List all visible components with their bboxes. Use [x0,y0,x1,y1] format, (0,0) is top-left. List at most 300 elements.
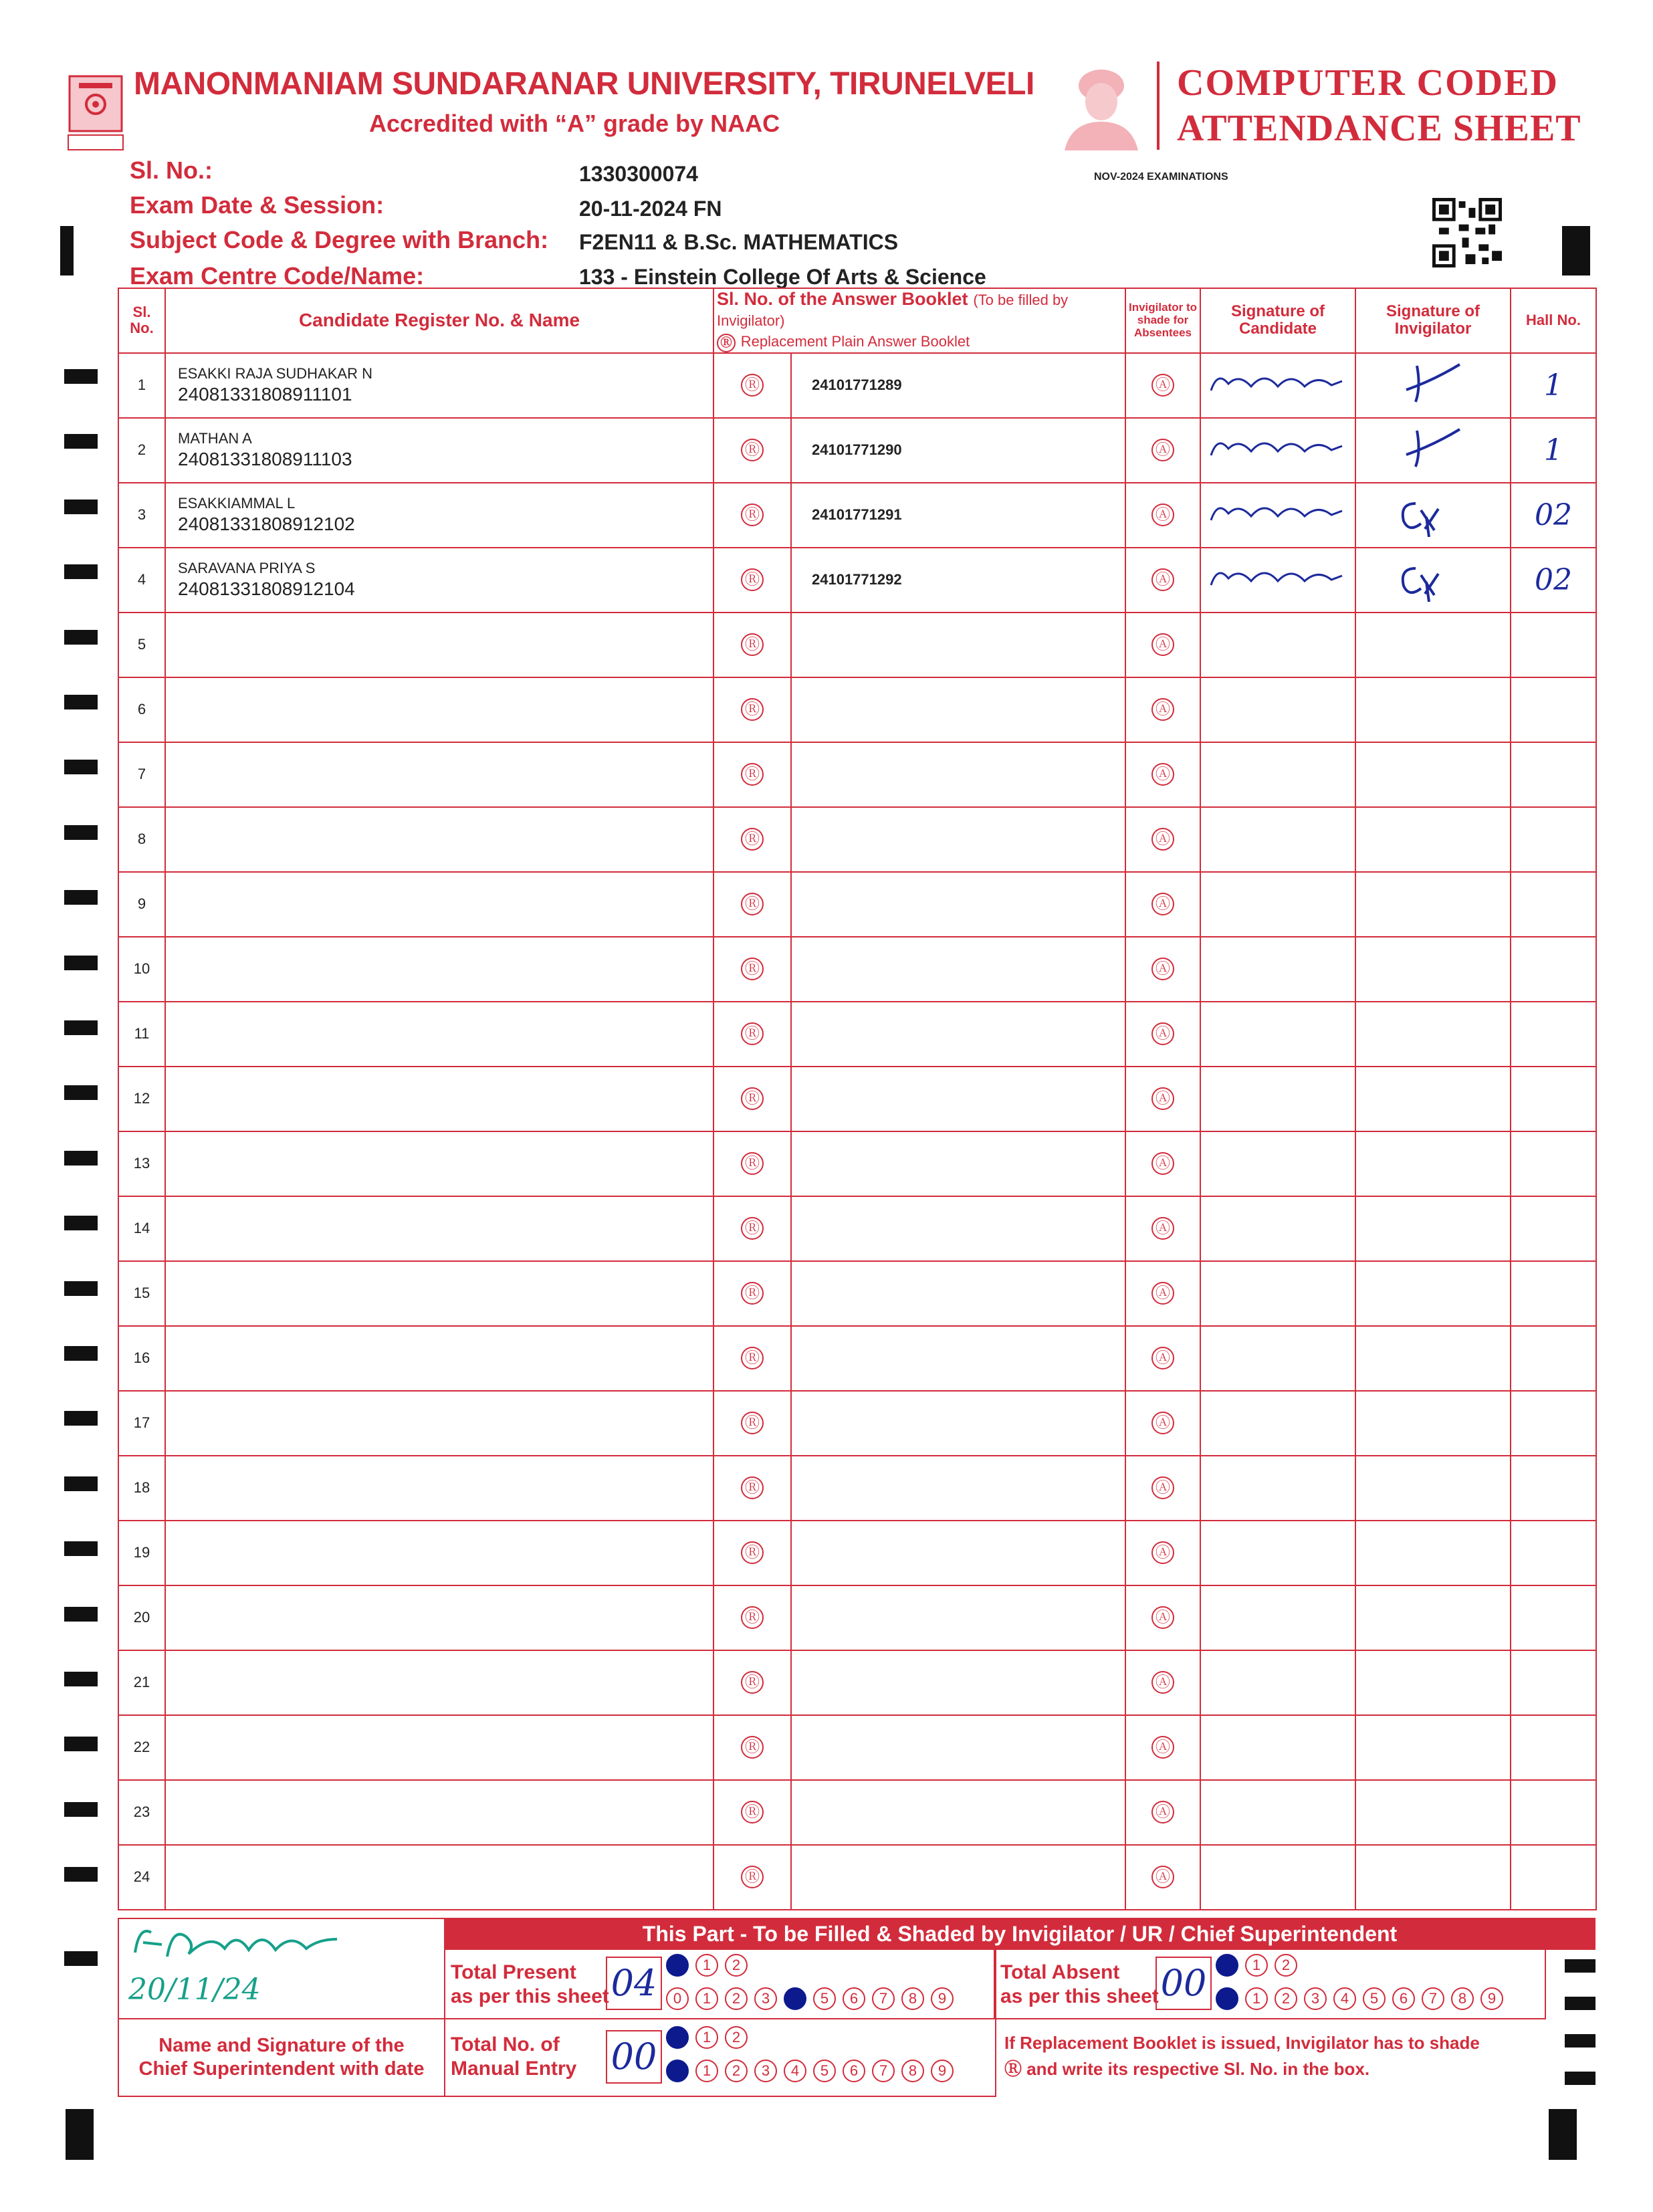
candidate-signature-cell [1200,1650,1355,1715]
hall-no[interactable] [1511,1067,1596,1131]
hall-no[interactable] [1511,1456,1596,1521]
replacement-cell[interactable] [713,1391,791,1456]
hall-no[interactable] [1511,807,1596,872]
table-row [118,677,1596,742]
absentee-cell[interactable] [1125,1715,1200,1780]
chief-signature-box [118,1918,444,2019]
hall-no[interactable] [1511,1391,1596,1456]
booklet-no[interactable]: 24101771291 [791,483,1125,548]
absentee-bubble[interactable]: Ⓐ [1151,1412,1174,1434]
digit-bubble: 6 [1392,1987,1415,2010]
row-sl-no: 7 [118,742,165,807]
booklet-no[interactable] [791,1780,1125,1845]
founder-portrait [1058,60,1145,150]
absentee-bubble[interactable]: Ⓐ [1151,698,1174,721]
replacement-bubble[interactable]: Ⓡ [741,1801,764,1823]
replacement-bubble[interactable]: Ⓡ [741,1152,764,1175]
chief-date: 20/11/24 [128,1973,261,2007]
digit-bubble: 1 [1245,1987,1268,2010]
table-row [118,1067,1596,1131]
replacement-bubble[interactable]: Ⓡ [741,698,764,721]
sheet-title-line2: ATTENDANCE SHEET [1177,108,1581,149]
hall-no[interactable] [1511,1845,1596,1910]
digit-bubble: 5 [1363,1987,1386,2010]
replacement-bubble[interactable]: Ⓡ [741,763,764,786]
present-tens-bubbles [666,1954,754,1977]
invigilator-signature-cell [1355,353,1511,418]
hall-no[interactable] [1511,677,1596,742]
absentee-bubble[interactable]: Ⓐ [1151,1476,1174,1499]
absentee-cell[interactable] [1125,807,1200,872]
table-row [118,1521,1596,1585]
absentee-bubble[interactable]: Ⓐ [1151,374,1174,397]
absentee-cell[interactable] [1125,1456,1200,1521]
row-sl-no: 22 [118,1715,165,1780]
candidate-signature-cell [1200,1002,1355,1067]
absentee-cell[interactable] [1125,872,1200,937]
exam-session: NOV-2024 EXAMINATIONS [1094,171,1228,183]
digit-bubble: 2 [725,2026,748,2049]
digit-bubble: 4 [784,2060,806,2082]
booklet-no[interactable]: 24101771290 [791,418,1125,483]
replacement-cell[interactable] [713,1326,791,1391]
timing-mark [64,956,98,970]
replacement-bubble[interactable]: Ⓡ [741,1866,764,1888]
timing-mark [64,825,98,840]
absentee-bubble[interactable]: Ⓐ [1151,1087,1174,1110]
table-row [118,1326,1596,1391]
hall-no[interactable] [1511,1261,1596,1326]
candidate-signature-cell [1200,1131,1355,1196]
hall-no[interactable] [1511,1780,1596,1845]
replacement-cell[interactable] [713,677,791,742]
booklet-no[interactable] [791,872,1125,937]
col-hall: Hall No. [1511,288,1596,353]
replacement-bubble[interactable]: Ⓡ [741,1671,764,1694]
timing-mark [64,564,98,579]
digit-bubble: 4 [1333,1987,1356,2010]
candidate-name: ESAKKI RAJA SUDHAKAR N [178,365,372,382]
timing-mark [64,1151,98,1166]
hall-no[interactable] [1511,1650,1596,1715]
booklet-no[interactable] [791,1067,1125,1131]
absentee-bubble[interactable]: Ⓐ [1151,1671,1174,1694]
candidate-cell [165,742,713,807]
university-logo [66,74,126,154]
absentee-bubble[interactable]: Ⓐ [1151,1606,1174,1629]
manual-tens-bubbles [666,2026,754,2049]
candidate-cell [165,1456,713,1521]
replacement-bubble[interactable]: Ⓡ [741,633,764,656]
digit-bubble: 9 [1480,1987,1503,2010]
invigilator-signature-cell [1355,1196,1511,1261]
absentee-bubble[interactable]: Ⓐ [1151,1866,1174,1888]
candidate-signature-cell [1200,872,1355,937]
candidate-signature-cell [1200,1780,1355,1845]
candidate-name: ESAKKIAMMAL L [178,495,296,512]
candidate-cell [165,1002,713,1067]
timing-mark [66,2109,94,2160]
row-sl-no: 17 [118,1391,165,1456]
absentee-bubble[interactable]: Ⓐ [1151,1736,1174,1759]
absentee-bubble[interactable]: Ⓐ [1151,439,1174,461]
booklet-no[interactable] [791,937,1125,1002]
replacement-cell[interactable] [713,872,791,937]
hall-no[interactable]: 02 [1511,483,1596,548]
absentee-bubble[interactable]: Ⓐ [1151,1347,1174,1369]
invigilator-signature-cell [1355,418,1511,483]
hall-no[interactable] [1511,937,1596,1002]
replacement-note: If Replacement Booklet is issued, Invigilator has to shade Ⓡ and write its respective Sl. No. in the box. [1004,2033,1480,2079]
invigilator-signature-cell [1355,677,1511,742]
digit-bubble: 4 [784,1987,806,2010]
absentee-bubble[interactable]: Ⓐ [1151,1022,1174,1045]
chief-label: Name and Signature of the Chief Superintendent with date [138,2035,425,2080]
booklet-note: (To be filled by Invigilator) [717,292,1069,329]
hall-no[interactable] [1511,742,1596,807]
timing-mark [64,760,98,774]
total-absent-label: Total Absent as per this sheet [1000,1961,1159,2007]
invigilator-signature-cell [1355,613,1511,677]
absentee-bubble[interactable]: Ⓐ [1151,958,1174,980]
candidate-cell [165,1585,713,1650]
absentee-bubble[interactable]: Ⓐ [1151,1541,1174,1564]
absentee-bubble[interactable]: Ⓐ [1151,1282,1174,1305]
row-sl-no: 10 [118,937,165,1002]
absentee-cell[interactable] [1125,483,1200,548]
absentee-cell[interactable] [1125,1780,1200,1845]
absentee-bubble[interactable]: Ⓐ [1151,763,1174,786]
absentee-bubble[interactable]: Ⓐ [1151,568,1174,591]
absentee-bubble[interactable]: Ⓐ [1151,1217,1174,1240]
absentee-bubble[interactable]: Ⓐ [1151,504,1174,526]
replacement-bubble[interactable]: Ⓡ [741,1282,764,1305]
digit-bubble: 3 [754,1987,777,2010]
row-sl-no: 11 [118,1002,165,1067]
replacement-cell[interactable] [713,1845,791,1910]
booklet-no[interactable] [791,1585,1125,1650]
booklet-no[interactable]: 24101771289 [791,353,1125,418]
replacement-cell[interactable] [713,483,791,548]
candidate-signature [1204,558,1351,598]
absentee-cell[interactable] [1125,1067,1200,1131]
replacement-cell[interactable] [713,1521,791,1585]
chief-label-box [118,2018,445,2097]
hall-no[interactable] [1511,1715,1596,1780]
manual-entry-box [444,2018,996,2097]
booklet-no[interactable] [791,1391,1125,1456]
sheet-title-line1: COMPUTER CODED [1177,62,1559,104]
hall-no[interactable] [1511,872,1596,937]
candidate-cell [165,1326,713,1391]
booklet-no[interactable] [791,1131,1125,1196]
hall-no[interactable] [1511,1196,1596,1261]
candidate-cell [165,1131,713,1196]
digit-bubble: 2 [1275,1954,1297,1977]
invigilator-signature-cell [1355,1585,1511,1650]
candidate-cell [165,937,713,1002]
replacement-cell[interactable] [713,1650,791,1715]
replacement-cell[interactable] [713,807,791,872]
replacement-cell[interactable] [713,418,791,483]
timing-mark [64,1346,98,1361]
absentee-cell[interactable] [1125,548,1200,613]
timing-mark [64,1281,98,1296]
digit-bubble: 1 [695,2060,718,2082]
table-row [118,418,1596,483]
candidate-signature-cell [1200,1845,1355,1910]
absentee-bubble[interactable]: Ⓐ [1151,1801,1174,1823]
replacement-cell[interactable] [713,1780,791,1845]
candidate-signature [1204,493,1351,534]
row-sl-no: 1 [118,353,165,418]
candidate-cell [165,418,713,483]
hall-no[interactable]: 1 [1511,418,1596,483]
booklet-no[interactable] [791,1196,1125,1261]
qr-code [1432,198,1502,267]
hall-no[interactable] [1511,613,1596,677]
booklet-no[interactable] [791,1261,1125,1326]
invigilator-signature-cell [1355,483,1511,548]
row-sl-no: 6 [118,677,165,742]
candidate-cell [165,1196,713,1261]
timing-mark [64,1737,98,1751]
absentee-cell[interactable] [1125,1521,1200,1585]
digit-bubble: 7 [872,1987,895,2010]
replacement-cell[interactable] [713,1261,791,1326]
hall-no[interactable] [1511,1585,1596,1650]
candidate-signature [1204,429,1351,469]
digit-bubble: 0 [666,2060,689,2082]
booklet-no[interactable] [791,613,1125,677]
absentee-cell[interactable] [1125,1585,1200,1650]
hall-no[interactable]: 02 [1511,548,1596,613]
booklet-no[interactable] [791,1845,1125,1910]
candidate-cell [165,1780,713,1845]
chief-signature [124,1919,352,1973]
replacement-cell[interactable] [713,1131,791,1196]
booklet-no[interactable] [791,677,1125,742]
table-row [118,548,1596,613]
candidate-cell [165,872,713,937]
replacement-cell[interactable] [713,1585,791,1650]
booklet-no[interactable] [791,807,1125,872]
digit-bubble: 5 [813,2060,836,2082]
booklet-no[interactable] [791,1521,1125,1585]
hall-no[interactable]: 1 [1511,353,1596,418]
absentee-cell[interactable] [1125,937,1200,1002]
title-divider [1157,62,1160,150]
timing-mark [64,695,98,709]
booklet-no[interactable] [791,1456,1125,1521]
candidate-cell [165,548,713,613]
candidate-cell [165,353,713,418]
replacement-cell[interactable] [713,742,791,807]
row-sl-no: 24 [118,1845,165,1910]
table-row [118,1002,1596,1067]
absentee-cell[interactable] [1125,1002,1200,1067]
table-row [118,1845,1596,1910]
replacement-cell[interactable] [713,1456,791,1521]
replacement-bubble[interactable]: Ⓡ [741,1022,764,1045]
timing-mark [64,630,98,645]
replacement-bubble[interactable]: Ⓡ [741,374,764,397]
replacement-bubble[interactable]: Ⓡ [741,1476,764,1499]
absentee-cell[interactable] [1125,1326,1200,1391]
timing-mark [64,1541,98,1556]
replacement-cell[interactable] [713,1715,791,1780]
digit-bubble: 2 [725,1954,748,1977]
booklet-no[interactable] [791,1326,1125,1391]
replacement-cell[interactable] [713,937,791,1002]
absentee-cell[interactable] [1125,1650,1200,1715]
table-row [118,742,1596,807]
absentee-cell[interactable] [1125,1261,1200,1326]
absentee-bubble[interactable]: Ⓐ [1151,828,1174,851]
invigilator-signature [1359,360,1507,407]
absentee-cell[interactable] [1125,613,1200,677]
digit-bubble: 9 [931,1987,954,2010]
table-row [118,1131,1596,1196]
candidate-cell [165,1715,713,1780]
absent-units-bubbles [1216,1987,1510,2010]
digit-bubble: 7 [872,2060,895,2082]
digit-bubble: 2 [1275,1987,1297,2010]
timing-mark [60,226,74,275]
absentee-cell[interactable] [1125,742,1200,807]
booklet-no[interactable] [791,1715,1125,1780]
candidate-signature-cell [1200,1067,1355,1131]
row-sl-no: 16 [118,1326,165,1391]
row-sl-no: 13 [118,1131,165,1196]
replacement-bubble[interactable]: Ⓡ [741,439,764,461]
absentee-cell[interactable] [1125,353,1200,418]
manual-entry-label: Total No. of Manual Entry [451,2033,577,2080]
exam-date-label: Exam Date & Session: [130,191,384,219]
candidate-cell [165,483,713,548]
table-row [118,613,1596,677]
replacement-bubble-icon: Ⓡ [717,334,736,352]
digit-bubble: 0 [666,1954,689,1977]
candidate-signature-cell [1200,1391,1355,1456]
replacement-cell[interactable] [713,353,791,418]
hall-no[interactable] [1511,1131,1596,1196]
absentee-cell[interactable] [1125,1391,1200,1456]
total-absent-box [994,1950,1546,2019]
hall-no[interactable] [1511,1002,1596,1067]
manual-entry-value: 00 [606,2030,662,2084]
timing-mark [64,1867,98,1882]
timing-mark [64,1607,98,1622]
invigilator-signature-cell [1355,1780,1511,1845]
table-row [118,1780,1596,1845]
replacement-bubble[interactable]: Ⓡ [741,1412,764,1434]
replacement-bubble[interactable]: Ⓡ [741,1606,764,1629]
timing-mark [64,1020,98,1035]
sl-no-label: Sl. No.: [130,156,213,184]
absentee-bubble[interactable]: Ⓐ [1151,633,1174,656]
candidate-signature [1204,364,1351,404]
candidate-cell [165,1261,713,1326]
table-row [118,1391,1596,1456]
replacement-bubble[interactable]: Ⓡ [741,893,764,915]
candidate-cell [165,677,713,742]
booklet-no[interactable]: 24101771292 [791,548,1125,613]
booklet-no[interactable] [791,742,1125,807]
replacement-bubble[interactable]: Ⓡ [741,1217,764,1240]
footer-section [118,1918,1595,2096]
university-name: MANONMANIAM SUNDARANAR UNIVERSITY, TIRUNELVELI [134,66,1034,102]
replacement-bubble[interactable]: Ⓡ [741,958,764,980]
replacement-bubble[interactable]: Ⓡ [741,1736,764,1759]
row-sl-no: 14 [118,1196,165,1261]
replacement-label: Replacement Plain Answer Booklet [740,332,970,350]
replacement-bubble[interactable]: Ⓡ [741,1087,764,1110]
candidate-name: SARAVANA PRIYA S [178,560,316,577]
col-booklet [713,288,1125,353]
row-sl-no: 2 [118,418,165,483]
total-present-label: Total Present as per this sheet [451,1961,609,2007]
absentee-bubble[interactable]: Ⓐ [1151,893,1174,915]
booklet-no[interactable] [791,1002,1125,1067]
candidate-signature-cell [1200,1261,1355,1326]
replacement-cell[interactable] [713,1196,791,1261]
digit-bubble: 9 [931,2060,954,2082]
replacement-cell[interactable] [713,613,791,677]
col-sl: Sl. No. [118,288,165,353]
timing-mark [64,369,98,384]
candidate-signature-cell [1200,418,1355,483]
table-row [118,1585,1596,1650]
replacement-bubble[interactable]: Ⓡ [741,1541,764,1564]
timing-mark [64,1951,98,1966]
absentee-cell[interactable] [1125,418,1200,483]
hall-no[interactable] [1511,1521,1596,1585]
absentee-cell[interactable] [1125,677,1200,742]
replacement-bubble[interactable]: Ⓡ [741,1347,764,1369]
candidate-name: MATHAN A [178,430,252,447]
replacement-bubble[interactable]: Ⓡ [741,504,764,526]
invigilator-signature-cell [1355,1326,1511,1391]
candidate-cell [165,1845,713,1910]
candidate-signature-cell [1200,677,1355,742]
replacement-cell[interactable] [713,1067,791,1131]
replacement-cell[interactable] [713,1002,791,1067]
candidate-cell [165,1067,713,1131]
absentee-bubble[interactable]: Ⓐ [1151,1152,1174,1175]
replacement-bubble[interactable]: Ⓡ [741,828,764,851]
replacement-cell[interactable] [713,548,791,613]
digit-bubble: 5 [813,1987,836,2010]
centre-value: 133 - Einstein College Of Arts & Science [579,265,986,289]
absentee-cell[interactable] [1125,1845,1200,1910]
present-units-bubbles [666,1987,960,2010]
digit-bubble: 1 [1245,1954,1268,1977]
subject-label: Subject Code & Degree with Branch: [130,226,549,253]
absentee-cell[interactable] [1125,1131,1200,1196]
invigilator-signature-cell [1355,1715,1511,1780]
booklet-no[interactable] [791,1650,1125,1715]
candidate-signature-cell [1200,548,1355,613]
hall-no[interactable] [1511,1326,1596,1391]
candidate-reg-no: 24081331808912102 [178,514,355,535]
invigilator-signature-cell [1355,1845,1511,1910]
accreditation: Accredited with “A” grade by NAAC [369,110,780,137]
absentee-cell[interactable] [1125,1196,1200,1261]
digit-bubble: 8 [901,1987,924,2010]
replacement-bubble[interactable]: Ⓡ [741,568,764,591]
invigilator-signature-cell [1355,872,1511,937]
